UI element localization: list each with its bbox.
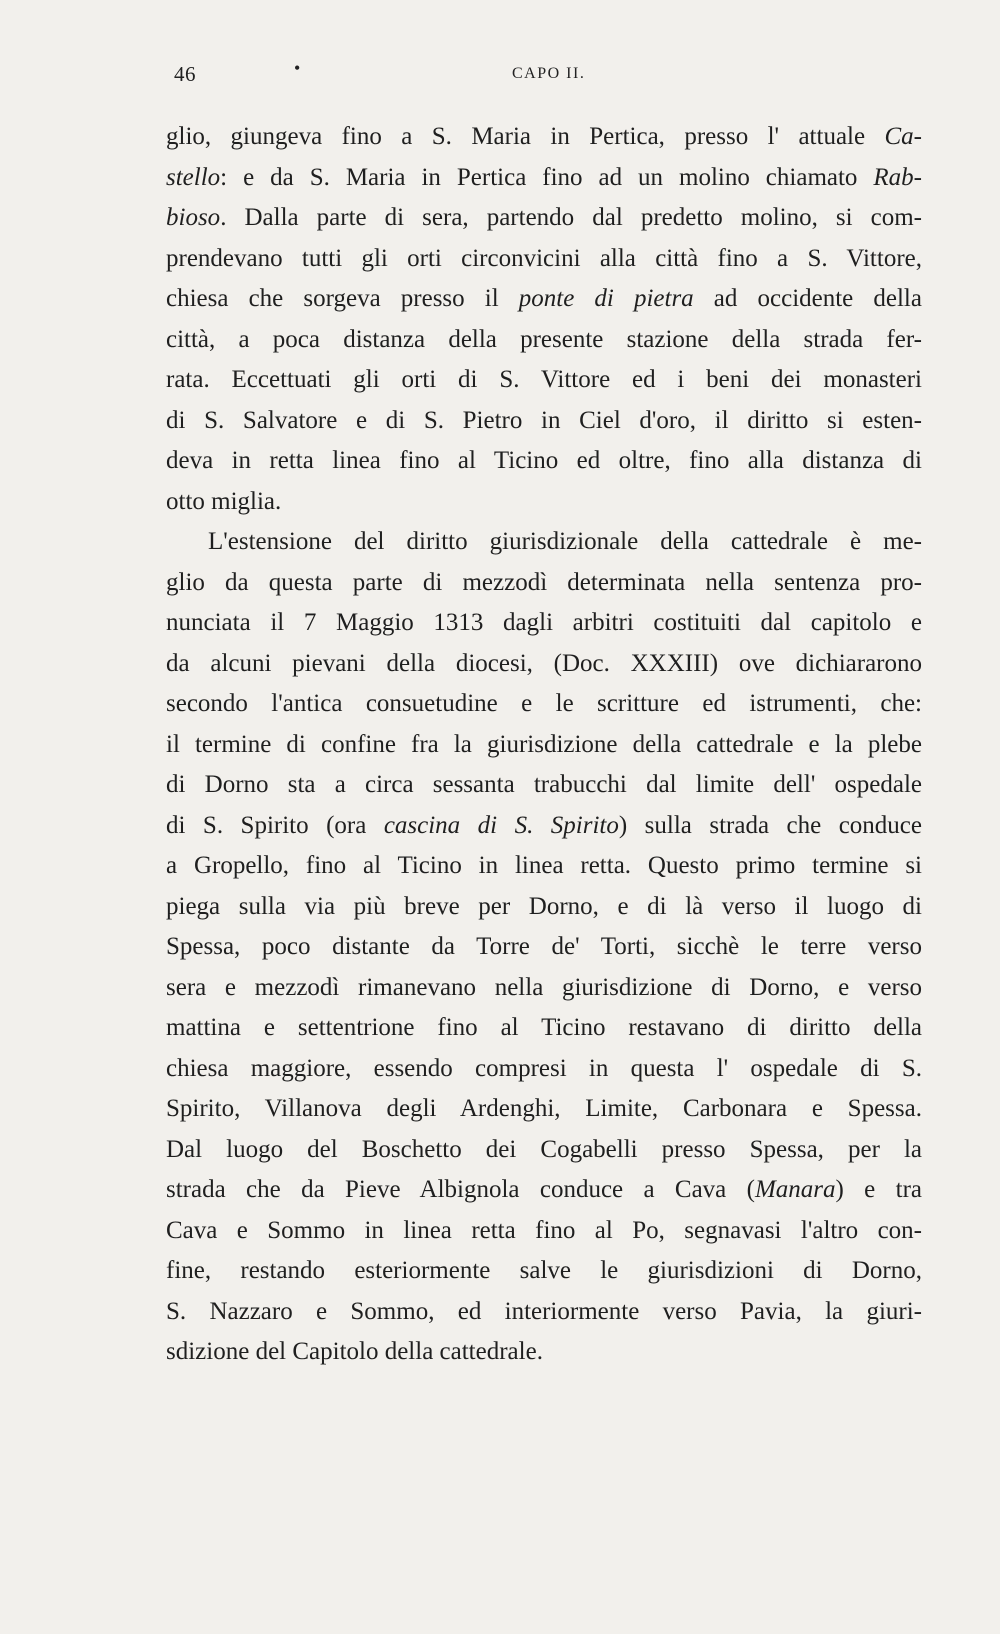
text-line <box>166 401 922 442</box>
text-segment: ) e tra <box>835 1176 922 1203</box>
text-line <box>166 1049 922 1090</box>
text-line <box>166 158 922 199</box>
text-line <box>166 482 922 523</box>
text-segment: a Gropello, fino al Ticino in linea retta. Questo primo termine si <box>166 852 922 879</box>
text-segment: di S. Salvatore e di S. Pietro in Ciel d'oro, il diritto si esten- <box>166 406 922 434</box>
text-segment: . Dalla parte di sera, partendo dal predetto molino, si com- <box>220 204 922 231</box>
text-line <box>166 1170 922 1211</box>
text-line <box>166 441 922 482</box>
text-segment: Spessa, poco distante da Torre de' Torti, sicchè le terre verso <box>166 933 922 960</box>
page-header <box>168 56 922 96</box>
text-line <box>166 1130 922 1171</box>
text-line <box>166 198 922 239</box>
text-line <box>166 522 922 563</box>
text-segment: da alcuni pievani della diocesi, (Doc. XXXIII) ove dichiararono <box>166 649 922 677</box>
text-segment: ad occidente della <box>693 285 922 312</box>
text-line <box>166 1251 922 1292</box>
text-segment: Dal luogo del Boschetto dei Cogabelli presso Spessa, per la <box>166 1135 922 1163</box>
text-segment: mattina e settentrione fino al Ticino restavano di diritto della <box>166 1014 922 1041</box>
text-segment: L'estensione del diritto giurisdizionale della cattedrale è me- <box>208 528 922 555</box>
text-segment: : e da S. Maria in Pertica fino ad un molino chiamato <box>220 163 874 191</box>
text-line <box>166 927 922 968</box>
text-line <box>166 603 922 644</box>
text-line <box>166 1211 922 1252</box>
italic-text: Rab- <box>873 163 922 191</box>
text-segment: glio, giungeva fino a S. Maria in Pertica, presso l' attuale <box>166 123 885 150</box>
text-segment: strada che da Pieve Albignola conduce a Cava ( <box>166 1176 755 1203</box>
paragraph <box>166 522 922 1373</box>
paragraph <box>166 117 922 522</box>
italic-text: bioso <box>166 204 221 231</box>
text-line <box>166 239 922 280</box>
text-segment: deva in retta linea fino al Ticino ed oltre, fino alla distanza di <box>166 447 922 474</box>
italic-text: stello <box>166 163 221 191</box>
text-segment: Cava e Sommo in linea retta fino al Po, segnavasi l'altro con- <box>166 1216 922 1244</box>
text-segment: ) sulla strada che conduce <box>618 811 922 839</box>
text-line <box>166 846 922 887</box>
text-segment: il termine di confine fra la giurisdizione della cattedrale e la plebe <box>166 730 922 758</box>
text-line <box>166 806 922 847</box>
text-line <box>166 887 922 928</box>
text-segment: città, a poca distanza della presente stazione della strada fer- <box>166 325 922 353</box>
text-segment: di Dorno sta a circa sessanta trabucchi dal limite dell' ospedale <box>166 771 922 798</box>
text-line <box>166 725 922 766</box>
text-segment: Spirito, Villanova degli Ardenghi, Limite, Carbonara e Spessa. <box>166 1095 922 1122</box>
text-line <box>166 1008 922 1049</box>
text-segment: di S. Spirito (ora <box>166 811 384 839</box>
text-segment: fine, restando esteriormente salve le giurisdizioni di Dorno, <box>166 1257 922 1284</box>
text-segment: chiesa maggiore, essendo compresi in questa l' ospedale di S. <box>166 1054 922 1082</box>
text-segment: secondo l'antica consuetudine e le scritture ed istrumenti, che: <box>166 690 922 717</box>
body-text <box>166 117 922 1373</box>
text-line <box>166 563 922 604</box>
text-line <box>166 644 922 685</box>
text-line <box>166 279 922 320</box>
text-segment: glio da questa parte di mezzodì determinata nella sentenza pro- <box>166 568 922 596</box>
italic-text: cascina di S. Spirito <box>383 811 619 839</box>
text-line <box>166 1332 922 1373</box>
text-segment: prendevano tutti gli orti circonvicini alla città fino a S. Vittore, <box>166 244 922 272</box>
text-segment: rata. Eccettuati gli orti di S. Vittore ed i beni dei monasteri <box>166 366 922 393</box>
text-line <box>166 684 922 725</box>
text-segment: piega sulla via più breve per Dorno, e di là verso il luogo di <box>166 892 922 920</box>
text-segment: nunciata il 7 Maggio 1313 dagli arbitri costituiti dal capitolo e <box>166 609 922 636</box>
text-line <box>166 117 922 158</box>
text-line <box>166 360 922 401</box>
italic-text: Manara <box>754 1176 836 1203</box>
text-line <box>166 1292 922 1333</box>
italic-text: Ca- <box>884 123 922 150</box>
text-line <box>166 765 922 806</box>
running-head: CAPO II. <box>512 65 586 82</box>
italic-text: ponte di pietra <box>518 285 694 312</box>
text-segment: chiesa che sorgeva presso il <box>166 285 519 312</box>
text-segment: otto miglia. <box>166 487 282 515</box>
text-line <box>166 968 922 1009</box>
page-number: 46 <box>174 62 196 86</box>
text-segment: sera e mezzodì rimanevano nella giurisdizione di Dorno, e verso <box>166 973 922 1001</box>
text-segment: sdizione del Capitolo della cattedrale. <box>166 1338 543 1365</box>
text-line <box>166 1089 922 1130</box>
text-segment: S. Nazzaro e Sommo, ed interiormente verso Pavia, la giuri- <box>166 1297 922 1325</box>
header-dot: • <box>294 58 301 78</box>
text-line <box>166 320 922 361</box>
